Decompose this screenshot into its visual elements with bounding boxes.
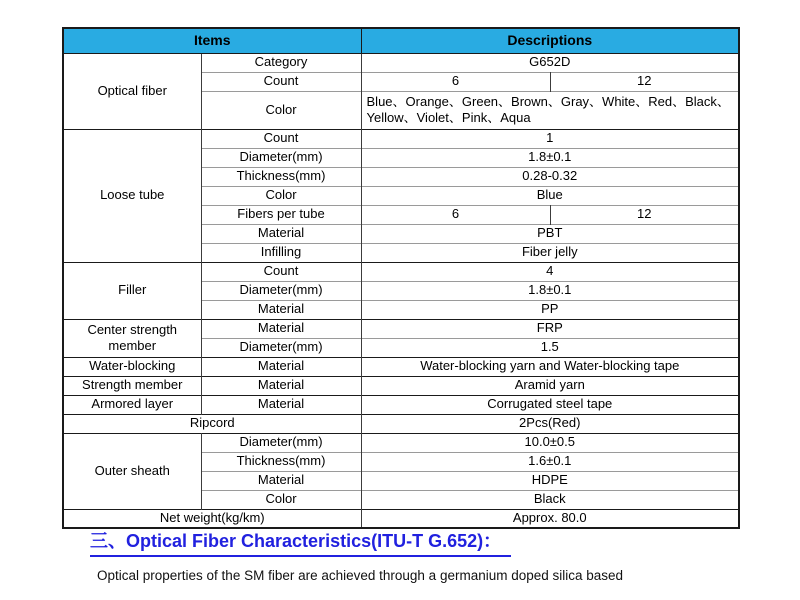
value-cell: Black: [361, 490, 739, 509]
table-row: [63, 433, 739, 452]
table-row: [63, 376, 739, 395]
value-cell: 1.6±0.1: [361, 452, 739, 471]
label-cell: Color: [201, 490, 361, 509]
label-cell: Count: [201, 262, 361, 281]
label-cell: Diameter(mm): [201, 148, 361, 167]
label-cell: Infilling: [201, 243, 361, 262]
value-cell: PP: [361, 300, 739, 319]
value-cell: Corrugated steel tape: [361, 395, 739, 414]
value-cell: 4: [361, 262, 739, 281]
value-cell: 1.8±0.1: [361, 281, 739, 300]
table-row: [63, 319, 739, 338]
value-cell: 1: [361, 129, 739, 148]
value-cell: Water-blocking yarn and Water-blocking tape: [361, 357, 739, 376]
value-cell: HDPE: [361, 471, 739, 490]
column-header-descriptions: Descriptions: [361, 28, 739, 53]
value-cell: 12: [550, 205, 739, 224]
item-cell: Optical fiber: [63, 53, 201, 129]
intro-paragraph: Optical properties of the SM fiber are achieved through a germanium doped silica based: [97, 567, 624, 583]
item-cell: Filler: [63, 262, 201, 319]
column-header-items: Items: [63, 28, 361, 53]
value-cell: PBT: [361, 224, 739, 243]
table-body: [63, 53, 739, 528]
label-cell: Material: [201, 224, 361, 243]
table-header-row: [63, 28, 739, 53]
table-row: [63, 395, 739, 414]
table-row: [63, 509, 739, 528]
value-cell: 1.8±0.1: [361, 148, 739, 167]
label-cell: Color: [201, 186, 361, 205]
value-cell: 0.28-0.32: [361, 167, 739, 186]
value-cell: Blue: [361, 186, 739, 205]
value-cell: 6: [361, 72, 550, 91]
item-cell: Armored layer: [63, 395, 201, 414]
value-cell: Blue、Orange、Green、Brown、Gray、White、Red、Black、Yellow、Violet、Pink、Aqua: [361, 91, 739, 129]
table-row: [63, 53, 739, 72]
table-row: [63, 414, 739, 433]
item-cell: Strength member: [63, 376, 201, 395]
item-cell: Net weight(kg/km): [63, 509, 361, 528]
item-cell: Water-blocking: [63, 357, 201, 376]
item-cell: Ripcord: [63, 414, 361, 433]
item-cell: Outer sheath: [63, 433, 201, 509]
value-cell: Fiber jelly: [361, 243, 739, 262]
label-cell: Thickness(mm): [201, 167, 361, 186]
item-cell: Loose tube: [63, 129, 201, 262]
label-cell: Category: [201, 53, 361, 72]
value-cell: 12: [550, 72, 739, 91]
table-row: [63, 357, 739, 376]
value-cell: 1.5: [361, 338, 739, 357]
label-cell: Material: [201, 395, 361, 414]
label-cell: Diameter(mm): [201, 433, 361, 452]
label-cell: Material: [201, 357, 361, 376]
label-cell: Material: [201, 471, 361, 490]
label-cell: Material: [201, 319, 361, 338]
label-cell: Material: [201, 376, 361, 395]
label-cell: Fibers per tube: [201, 205, 361, 224]
label-cell: Thickness(mm): [201, 452, 361, 471]
value-cell: G652D: [361, 53, 739, 72]
value-cell: 2Pcs(Red): [361, 414, 739, 433]
value-cell: FRP: [361, 319, 739, 338]
item-cell: Center strength member: [63, 319, 201, 357]
label-cell: Diameter(mm): [201, 338, 361, 357]
cable-spec-table: [62, 27, 740, 529]
label-cell: Count: [201, 129, 361, 148]
below-table-section: [0, 531, 800, 583]
label-cell: Color: [201, 91, 361, 129]
value-cell: 6: [361, 205, 550, 224]
table-row: [63, 262, 739, 281]
label-cell: Material: [201, 300, 361, 319]
section-heading: 三、Optical Fiber Characteristics(ITU-T G.652)：: [90, 531, 511, 557]
label-cell: Count: [201, 72, 361, 91]
value-cell: 10.0±0.5: [361, 433, 739, 452]
value-cell: Aramid yarn: [361, 376, 739, 395]
label-cell: Diameter(mm): [201, 281, 361, 300]
value-cell: Approx. 80.0: [361, 509, 739, 528]
table-row: [63, 129, 739, 148]
